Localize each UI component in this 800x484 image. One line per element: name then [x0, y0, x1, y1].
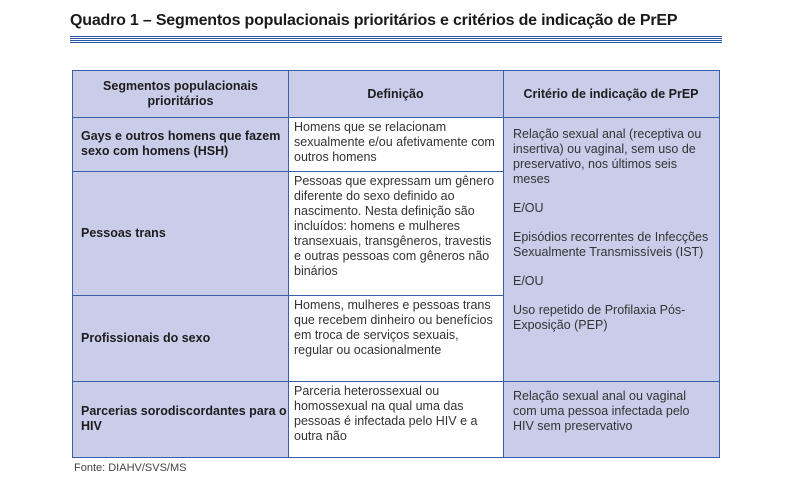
definition-trans: Pessoas que expressam um gênero diferente do sexo definido ao nascimento. Nesta definição são incluídos: homens e mulheres transexuais, transgêneros, travestis e outras pessoas com gêneros não binários — [288, 171, 503, 295]
criterion-part2: Episódios recorrentes de Infecções Sexualmente Transmissíveis (IST) — [513, 230, 709, 259]
segment-hsh: Gays e outros homens que fazem sexo com homens (HSH) — [81, 129, 281, 158]
definition-serodiscordant: Parceria heterossexual ou homossexual na qual uma das pessoas é infectada pelo HIV e a outra não — [288, 381, 503, 457]
source-note: Fonte: DIAHV/SVS/MS — [74, 462, 187, 474]
segment-trans: Pessoas trans — [81, 225, 166, 240]
criterion-part3: Uso repetido de Profilaxia Pós-Exposição (PEP) — [513, 303, 686, 332]
definition-hsh: Homens que se relacionam sexualmente e/ou afetivamente com outros homens — [288, 117, 503, 171]
prep-criteria-table — [72, 70, 720, 458]
definition-sex-workers: Homens, mulheres e pessoas trans que recebem dinheiro ou benefícios em troca de serviços sexuais, regular ou ocasionalmente — [288, 295, 503, 381]
col-divider-2 — [503, 71, 504, 457]
segment-sex-workers: Profissionais do sexo — [81, 330, 211, 345]
criterion-or2: E/OU — [513, 274, 544, 288]
header-divider — [73, 117, 719, 118]
row-divider-2 — [73, 295, 503, 296]
criterion-serodiscordant: Relação sexual anal ou vaginal com uma pessoa infectada pelo HIV sem preservativo — [513, 389, 690, 433]
row-divider-1 — [73, 171, 503, 172]
table-title: Quadro 1 – Segmentos populacionais prioritários e critérios de indicação de PrEP — [70, 12, 678, 29]
title-rule — [70, 36, 722, 44]
row-divider-3 — [73, 381, 719, 382]
header-segment: Segmentos populacionais prioritários — [103, 79, 258, 108]
header-criterion: Critério de indicação de PrEP — [523, 86, 699, 101]
header-definition: Definição — [367, 86, 424, 101]
criterion-part1: Relação sexual anal (receptiva ou insertiva) ou vaginal, sem uso de preservativo, nos últimos seis meses — [513, 127, 702, 186]
criterion-or1: E/OU — [513, 201, 544, 215]
col-divider-1 — [288, 71, 289, 457]
segment-serodiscordant: Parcerias sorodiscordantes para o HIV — [81, 404, 287, 433]
criterion-merged — [503, 117, 719, 381]
